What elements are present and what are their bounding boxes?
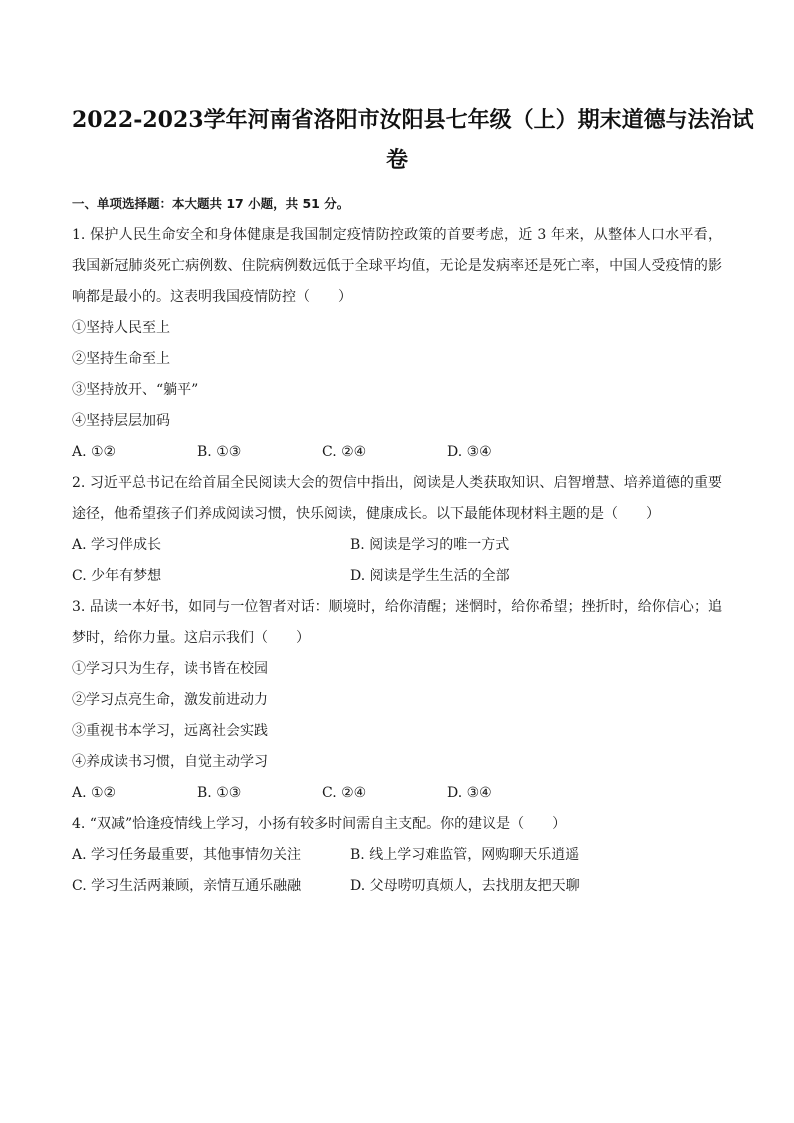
question-3-choice-a: A. ①②	[72, 785, 117, 801]
question-3	[72, 592, 722, 809]
question-1-choice-d: D. ③④	[447, 444, 492, 460]
question-3-option-1: ①学习只为生存，读书皆在校园	[72, 661, 268, 677]
question-2-choices-row-1	[72, 530, 722, 561]
question-4-choice-c: C. 学习生活两兼顾，亲情互通乐融融	[72, 878, 302, 894]
question-4-stem: 4. “双减”恰逢疫情线上学习，小扬有较多时间需自主支配。你的建议是（ ）	[72, 816, 567, 832]
question-2-choice-c: C. 少年有梦想	[72, 568, 162, 584]
question-1-choice-c: C. ②④	[322, 444, 367, 460]
question-3-choice-c: C. ②④	[322, 785, 367, 801]
question-1-choices	[72, 437, 722, 468]
question-2-choice-b: B. 阅读是学习的唯一方式	[350, 537, 510, 553]
question-3-option-2: ②学习点亮生命，激发前进动力	[72, 692, 268, 708]
question-4-choice-d: D. 父母唠叨真烦人，去找朋友把天聊	[350, 878, 580, 894]
exam-title-line-2: 卷	[385, 147, 408, 173]
question-1	[72, 220, 722, 468]
question-1-option-4: ④坚持层层加码	[72, 413, 170, 429]
question-1-choice-b: B. ①③	[197, 444, 242, 460]
question-3-choice-b: B. ①③	[197, 785, 242, 801]
question-2-stem: 2. 习近平总书记在给首届全民阅读大会的贺信中指出，阅读是人类获取知识、启智增慧、培养道德的重要途径，他希望孩子们养成阅读习惯，快乐阅读，健康成长。以下最能体现材料主题的是（ ）	[72, 475, 722, 522]
question-1-option-1: ①坚持人民至上	[72, 320, 170, 336]
question-3-choice-d: D. ③④	[447, 785, 492, 801]
question-2-choice-d: D. 阅读是学生生活的全部	[350, 568, 510, 584]
exam-title-line-1: 2022-2023学年河南省洛阳市汝阳县七年级（上）期末道德与法治试	[72, 107, 754, 133]
question-3-stem: 3. 品读一本好书，如同与一位智者对话：顺境时，给你清醒；迷惘时，给你希望；挫折时，给你信心；追梦时，给你力量。这启示我们（ ）	[72, 599, 722, 646]
question-1-choice-a: A. ①②	[72, 444, 117, 460]
question-1-option-3: ③坚持放开、“躺平”	[72, 382, 199, 398]
question-3-option-4: ④养成读书习惯，自觉主动学习	[72, 754, 268, 770]
question-2-choices-row-2	[72, 561, 722, 592]
question-1-stem: 1. 保护人民生命安全和身体健康是我国制定疫情防控政策的首要考虑，近 3 年来，从整体人口水平看，我国新冠肺炎死亡病例数、住院病例数远低于全球平均值，无论是发病率还是死亡率，中国人受疫情的影响都是最小的。这表明我国疫情防控（ ）	[72, 227, 722, 305]
question-4-choice-a: A. 学习任务最重要，其他事情勿关注	[72, 847, 302, 863]
exam-title	[72, 100, 754, 180]
question-4	[72, 809, 722, 902]
question-4-choice-b: B. 线上学习难监管，网购聊天乐逍遥	[350, 847, 580, 863]
question-3-option-3: ③重视书本学习，远离社会实践	[72, 723, 268, 739]
question-1-option-2: ②坚持生命至上	[72, 351, 170, 367]
question-4-choices-row-2	[72, 871, 722, 902]
question-4-choices-row-1	[72, 840, 722, 871]
question-3-choices	[72, 778, 722, 809]
question-2-choice-a: A. 学习伴成长	[72, 537, 162, 553]
section-header: 一、单项选择题：本大题共 17 小题，共 51 分。	[72, 196, 350, 211]
question-2	[72, 468, 722, 592]
